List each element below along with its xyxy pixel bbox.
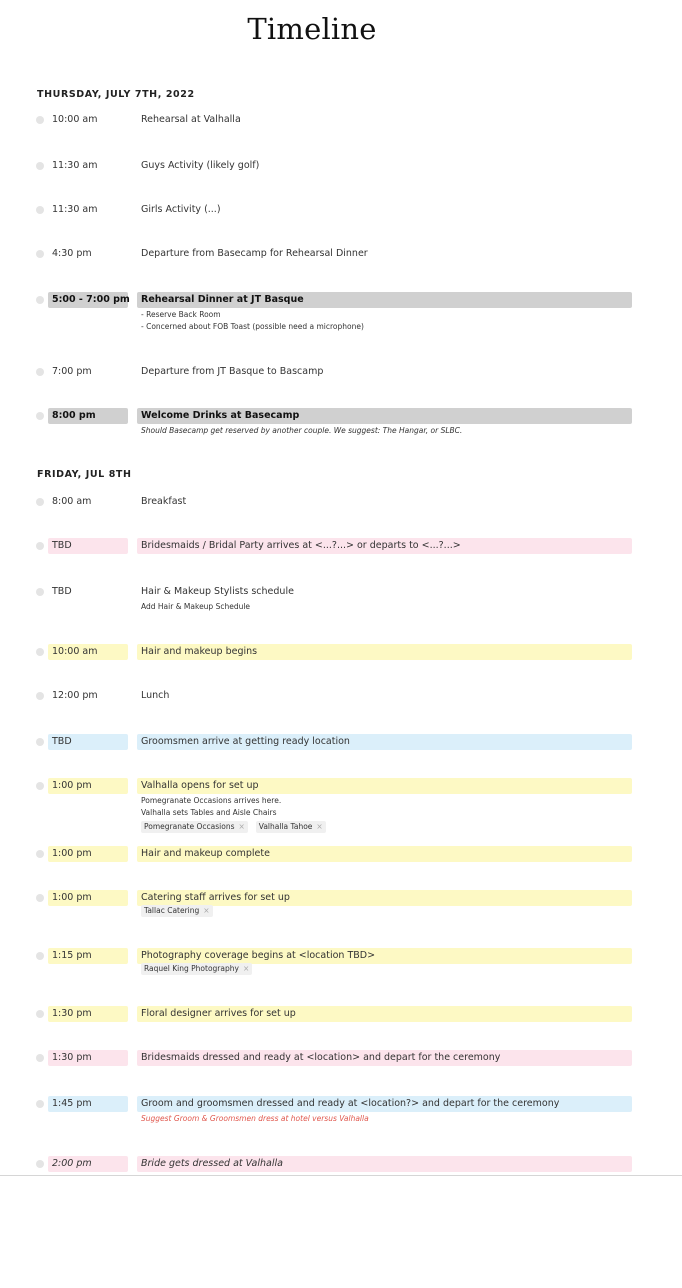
event-label: Groom and groomsmen dressed and ready at <location?> and depart for the ceremony: [137, 1096, 632, 1112]
event-label: Lunch: [141, 690, 170, 701]
vendor-tag-label: Valhalla Tahoe: [258, 822, 313, 831]
vendor-tag[interactable]: [141, 821, 248, 833]
event-time: 1:00 pm: [48, 778, 128, 794]
event-note: Valhalla sets Tables and Aisle Chairs: [141, 808, 277, 817]
event-label: Catering staff arrives for set up: [137, 890, 632, 906]
vendor-tag[interactable]: [141, 963, 252, 975]
bullet-dot-icon: [36, 1010, 44, 1018]
page-title: Timeline: [247, 12, 377, 46]
day-heading-thursday: THURSDAY, JULY 7TH, 2022: [37, 89, 195, 100]
event-time: 7:00 pm: [52, 366, 92, 377]
bullet-dot-icon: [36, 692, 44, 700]
bullet-dot-icon: [36, 542, 44, 550]
event-label: Girls Activity (...): [141, 204, 221, 215]
event-time: 11:30 am: [52, 160, 98, 171]
event-label: Departure from JT Basque to Bascamp: [141, 366, 324, 377]
bullet-dot-icon: [36, 1160, 44, 1168]
event-label: Hair & Makeup Stylists schedule: [141, 586, 294, 597]
bullet-dot-icon: [36, 850, 44, 858]
bullet-dot-icon: [36, 206, 44, 214]
vendor-tag[interactable]: [141, 905, 213, 917]
vendor-tags: [141, 905, 213, 917]
event-time: 8:00 pm: [48, 408, 128, 424]
event-time: 1:00 pm: [48, 846, 128, 862]
vendor-tag-label: Raquel King Photography: [144, 964, 239, 973]
event-label: Bridesmaids dressed and ready at <location> and depart for the ceremony: [137, 1050, 632, 1066]
event-note: Add Hair & Makeup Schedule: [141, 602, 251, 611]
event-label: Valhalla opens for set up: [137, 778, 632, 794]
day-heading-friday: FRIDAY, JUL 8TH: [37, 469, 132, 480]
remove-tag-icon[interactable]: ×: [238, 822, 245, 831]
event-label: Floral designer arrives for set up: [137, 1006, 632, 1022]
event-time: 5:00 - 7:00 pm: [48, 292, 128, 308]
event-time: 11:30 am: [52, 204, 98, 215]
event-label: Hair and makeup complete: [137, 846, 632, 862]
bullet-dot-icon: [36, 250, 44, 258]
event-label: Groomsmen arrive at getting ready location: [137, 734, 632, 750]
event-time: 1:00 pm: [48, 890, 128, 906]
bullet-dot-icon: [36, 952, 44, 960]
bullet-dot-icon: [36, 368, 44, 376]
event-note: - Reserve Back Room: [141, 310, 221, 319]
event-label: Photography coverage begins at <location TBD>: [137, 948, 632, 964]
event-label: Rehearsal at Valhalla: [141, 114, 241, 125]
page-divider: [0, 1175, 682, 1176]
event-label: Bride gets dressed at Valhalla: [137, 1156, 632, 1172]
bullet-dot-icon: [36, 162, 44, 170]
bullet-dot-icon: [36, 116, 44, 124]
bullet-dot-icon: [36, 296, 44, 304]
bullet-dot-icon: [36, 782, 44, 790]
bullet-dot-icon: [36, 588, 44, 596]
bullet-dot-icon: [36, 648, 44, 656]
event-time: TBD: [48, 734, 128, 750]
bullet-dot-icon: [36, 1100, 44, 1108]
vendor-tags: [141, 821, 326, 833]
event-time: TBD: [52, 586, 72, 597]
event-label: Guys Activity (likely golf): [141, 160, 260, 171]
event-note: Pomegranate Occasions arrives here.: [141, 796, 282, 805]
vendor-tags: [141, 963, 252, 975]
event-time: 1:30 pm: [48, 1050, 128, 1066]
event-time: TBD: [48, 538, 128, 554]
event-label: Bridesmaids / Bridal Party arrives at <...?...> or departs to <...?...>: [137, 538, 632, 554]
event-time: 1:15 pm: [48, 948, 128, 964]
event-note: Suggest Groom & Groomsmen dress at hotel versus Valhalla: [141, 1114, 369, 1123]
event-label: Hair and makeup begins: [137, 644, 632, 660]
event-time: 2:00 pm: [48, 1156, 128, 1172]
vendor-tag[interactable]: [256, 821, 326, 833]
event-time: 1:30 pm: [48, 1006, 128, 1022]
event-label: Rehearsal Dinner at JT Basque: [137, 292, 632, 308]
event-note: - Concerned about FOB Toast (possible need a microphone): [141, 322, 364, 331]
event-time: 10:00 am: [52, 114, 98, 125]
bullet-dot-icon: [36, 498, 44, 506]
event-time: 4:30 pm: [52, 248, 92, 259]
event-time: 10:00 am: [48, 644, 128, 660]
event-label: Breakfast: [141, 496, 187, 507]
vendor-tag-label: Pomegranate Occasions: [144, 822, 235, 831]
event-time: 1:45 pm: [48, 1096, 128, 1112]
event-note: Should Basecamp get reserved by another couple. We suggest: The Hangar, or SLBC.: [141, 426, 463, 435]
event-label: Welcome Drinks at Basecamp: [137, 408, 632, 424]
bullet-dot-icon: [36, 1054, 44, 1062]
vendor-tag-label: Tallac Catering: [144, 906, 200, 915]
event-time: 12:00 pm: [52, 690, 98, 701]
bullet-dot-icon: [36, 412, 44, 420]
remove-tag-icon[interactable]: ×: [242, 964, 250, 973]
remove-tag-icon[interactable]: ×: [203, 906, 210, 915]
event-label: Departure from Basecamp for Rehearsal Dinner: [141, 248, 368, 259]
event-time: 8:00 am: [52, 496, 92, 507]
bullet-dot-icon: [36, 894, 44, 902]
remove-tag-icon[interactable]: ×: [316, 822, 323, 831]
bullet-dot-icon: [36, 738, 44, 746]
